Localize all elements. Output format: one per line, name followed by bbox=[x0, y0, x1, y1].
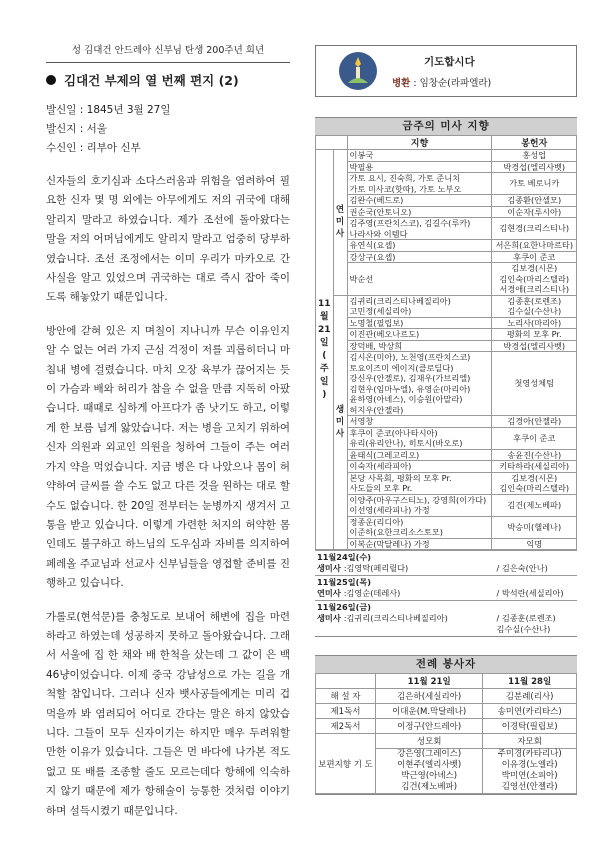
liturgy-servers bbox=[315, 655, 577, 795]
offerer: 박승미(헬레나) bbox=[492, 516, 577, 538]
intention: 윤태식(그레고리오) bbox=[347, 449, 492, 461]
weekday-mass: 11월24일(수) 생미사 : 김영탁(페리릴다) / 김은숙(안나) bbox=[315, 550, 577, 575]
mass-row bbox=[316, 161, 577, 173]
intention: 본당 사목회, 평화의 모후 Pr. 사도들의 모후 Pr. bbox=[347, 472, 492, 494]
liturgy-title: 전례 봉사자 bbox=[315, 656, 577, 673]
offerer: 익명 bbox=[492, 538, 577, 550]
mass-row bbox=[316, 329, 577, 341]
mass-row bbox=[316, 494, 577, 516]
offerer: 노리사(마리아) bbox=[492, 317, 577, 329]
intention: 김주영(프란치스코), 김길수(루카) 나라사와 이템다 bbox=[347, 218, 492, 240]
offerer: 가토 베로니카 bbox=[492, 173, 577, 195]
offerer: 평화의 모후 Pr. bbox=[492, 329, 577, 341]
right-panel bbox=[315, 45, 577, 795]
intention: 김귀리(크리스티나베질리아) 고민정(세실리아) bbox=[347, 295, 492, 317]
intention: 이숙자(세라피아) bbox=[347, 461, 492, 473]
recipient: 수신인 : 리부아 신부 bbox=[46, 142, 141, 154]
liturgy-row: 해 설 자 김은하(세실리아) 김분례(리사) bbox=[316, 689, 577, 704]
offerer: 김경아(안젤라) bbox=[492, 416, 577, 428]
offerer: 김현경(크리스티나) bbox=[492, 218, 577, 240]
mass-row bbox=[316, 472, 577, 494]
praying-candle-icon bbox=[338, 51, 378, 91]
bullet-icon bbox=[46, 75, 56, 85]
paragraph: 방안에 갇혀 있은 지 며칠이 지나니까 무슨 이유인지 알 수 없는 여러 가지 근심 걱정이 저를 괴롭히더니 마침내 병에 걸렸습니다. 마치 오장 육부가 끊어지는 듯이 가슴과 배와 허리가 참을 수 없을 만큼 지독히 아팠습니다. 때때로 심하게 아프다가 좀 낫기도 하고, 이렇게 한 보름 넘게 앓았습니다. 저는 병을 고치기 위하여 신자 의원과 외교인 의원을 청하여 그들이 주는 여러 가지 약을 먹었습니다. 지금 병은 다 나았으나 몸이 허약하여 글씨를 쓸 수도 없고 다른 것을 원하는 대로 할 수도 없습니다. 한 20일 전부터는 눈병까지 생겨서 고통을 받고 있습니다. 이렇게 가련한 처지의 허약한 몸인데도 불구하고 하느님의 도우심과 자비를 의지하여 페레올 주교님과 선교사 신부님들을 영접할 준비를 진행하고 있습니다. bbox=[46, 324, 290, 590]
send-place: 발신지 : 서울 bbox=[46, 123, 107, 135]
letter-title: 김대건 부제의 열 번째 편지 (2) bbox=[40, 71, 284, 89]
intention: 노명철(필립보) bbox=[347, 317, 492, 329]
weekday-offerer: / 김종훈(로렌조) 김수실(수산나) bbox=[496, 613, 556, 634]
weekday-date: 11월24일(수) bbox=[317, 552, 371, 562]
intention: 김시온(미아), 노천영(프란치스코) 토요이즈미 에이지(클로딜다) 강신우(안젤로), 김재우(가브리엘) 김현우(임마누엘), 유영순(마리아) 윤하영(아녜스), 이승원(아말라) 허지우(안젤라) bbox=[347, 352, 492, 416]
offerer: 김건(제노베파) bbox=[492, 494, 577, 516]
intention: 강상구(요셉) bbox=[347, 251, 492, 263]
intention: 이봉국 bbox=[347, 150, 492, 162]
prayer-line: 병환 : 임창순(라파엘라) bbox=[392, 77, 492, 89]
letter-meta bbox=[46, 101, 284, 158]
paragraph: 가롤로(현석문)를 충청도로 보내어 해변에 집을 마련하라고 하였는데 성공하지 못하고 돌아왔습니다. 그래서 서울에 집 한 채와 배 한척을 샀는데 그 값이 은 백 46냥이었습니다. 이제 중국 강남성으로 가는 길을 개척할 참입니다. 그러나 신자 뱃사공들에게는 미리 겁먹을까 봐 염려되어 어디로 간다는 말은 하지 않았습니다. 그들이 모두 신자이기는 하지만 매우 두려워할 만한 이유가 있습니다. 그들은 먼 바다에 나가본 적도 없고 또 배를 조종할 줄도 모르는데다 항해에 익숙하지 않기 때문에 제가 항해술이 능통한 것처럼 이야기하며 설득시켰기 때문입니다. bbox=[46, 610, 290, 817]
offerer: 키타하라(세실리아) bbox=[492, 461, 577, 473]
mass-row bbox=[316, 538, 577, 550]
offerer: 김종훈(로렌조) 김수실(수산나) bbox=[492, 295, 577, 317]
category-label: 생미사 bbox=[333, 295, 347, 550]
intention: 정종운(리디아) 이준하(요한크리소스토모) bbox=[347, 516, 492, 538]
mass-row bbox=[316, 251, 577, 263]
offerer: 박경섭(엘리사벳) bbox=[492, 340, 577, 352]
mass-row bbox=[316, 340, 577, 352]
mass-row bbox=[316, 295, 577, 317]
mass-row bbox=[316, 449, 577, 461]
mass-row bbox=[316, 195, 577, 207]
intention: 가토 요시, 진숙희, 가토 준니치 가토 미사코(핫따), 가토 노부오 bbox=[347, 173, 492, 195]
liturgy-row: 제1독서 이대운(M.막달레나) 송미연(카리타스) bbox=[316, 704, 577, 719]
weekday-intention: 김귀리(크리스티나베질리아) bbox=[346, 613, 448, 623]
weekday-intention: 김영순(데레사) bbox=[346, 588, 401, 598]
weekday-offerer: / 김은숙(안나) bbox=[496, 563, 548, 573]
weekday-mass: 11월26일(금) 생미사 : 김귀리(크리스티나베질리아) / 김종훈(로렌조) 김수실(수산나) bbox=[315, 600, 577, 636]
mass-row bbox=[316, 427, 577, 449]
mass-row bbox=[316, 416, 577, 428]
intention: 김완수(베드로) bbox=[347, 195, 492, 207]
weekday-date: 11월25일(목) bbox=[317, 577, 371, 587]
offerer: 김보경(시몬) 김인숙(마리스텔라) 서경애(크리스티나) bbox=[492, 263, 577, 296]
weekday-date: 11월26일(금) bbox=[317, 602, 371, 612]
intention: 이복순(막달레나) 가정 bbox=[347, 538, 492, 550]
mass-row bbox=[316, 240, 577, 252]
mass-intentions bbox=[315, 117, 577, 637]
weekday-mass: 11월25일(목) 연미사 : 김영순(데레사) / 박석란(세실리아) bbox=[315, 575, 577, 600]
mass-row bbox=[316, 317, 577, 329]
weekday-type: 생미사 bbox=[317, 613, 341, 623]
intention: 서영창 bbox=[347, 416, 492, 428]
mass-row bbox=[316, 263, 577, 296]
weekday-offerer: / 박석란(세실리아) bbox=[496, 588, 564, 598]
offerer: 후쿠이 준코 bbox=[492, 427, 577, 449]
offerer: 홍성업 bbox=[492, 150, 577, 162]
mass-row bbox=[316, 150, 577, 162]
intention: 후쿠이 준코(아나타시아) 유리(유리안나), 히토시(바오로) bbox=[347, 427, 492, 449]
letter-body bbox=[46, 172, 290, 821]
offerer: 김종환(안셀모) bbox=[492, 195, 577, 207]
intention: 권순국(안토니오) bbox=[347, 206, 492, 218]
weekday-intention: 김영탁(페리릴다) bbox=[346, 563, 409, 573]
liturgy-table: 11월 21일 11월 28일 해 설 자 김은하(세실리아) 김분례(리사) 제1독서 이대운(M.막달레나) 송미연(카리타스) 제2독서 이정구(안드레아) 이경탁(필립보) 보편지향 기 도 성모회 자모회 강은영(그레이스) 이현주(엘리사벳) 박근영(아녜스) 김건(제노베파) 주미경(카타리나) 이유경(노엘라) 박미연(소피아) 김영선(안젤라) bbox=[315, 673, 577, 794]
offerer: 김보경(시몬) 김인숙(마리스텔라) bbox=[492, 472, 577, 494]
intention: 이양주(마우구스티노), 강영희(이가다) 이선영(세라피나) 가정 bbox=[347, 494, 492, 516]
weekday-type: 연미사 bbox=[317, 588, 341, 598]
mass-row bbox=[316, 206, 577, 218]
send-date: 발신일 : 1845년 3월 27일 bbox=[46, 104, 171, 116]
weekday-masses bbox=[315, 550, 577, 636]
offerer: 서은희(요한나마르타) bbox=[492, 240, 577, 252]
offerer: 박경섭(엘리사벳) bbox=[492, 161, 577, 173]
mass-row bbox=[316, 461, 577, 473]
weekday-type: 생미사 bbox=[317, 563, 341, 573]
mass-row bbox=[316, 352, 577, 416]
intention: 이진관(베오나르도) bbox=[347, 329, 492, 341]
intention: 유연식(요셉) bbox=[347, 240, 492, 252]
paragraph: 신자들의 호기심과 소다스러움과 위험을 염려하여 필요한 신자 몇 명 외에는 아무에게도 저의 귀국에 대해 알리지 말라고 하였습니다. 제가 조선에 돌아왔다는 말을 저의 어머님에게도 알리지 말라고 엄중히 당부하였습니다. 조선 조정에서는 이미 우리가 마카오로 간 사실을 알고 있었으며 귀국하는 대로 즉시 잡아 죽이도록 해놓았기 때문입니다. bbox=[46, 175, 290, 304]
prayer-box bbox=[315, 45, 577, 97]
day-label: 11월 21일 ( 주일 ) bbox=[316, 150, 334, 550]
category-label: 연미사 bbox=[333, 150, 347, 296]
left-panel bbox=[40, 42, 290, 821]
intention: 장덕배, 박상희 bbox=[347, 340, 492, 352]
liturgy-row: 제2독서 이정구(안드레아) 이경탁(필립보) bbox=[316, 719, 577, 734]
mass-row bbox=[316, 173, 577, 195]
jubilee-header: 성 김대건 안드레아 신부님 탄생 200주년 희년 bbox=[46, 42, 290, 63]
offerer: 송윤진(수산나) bbox=[492, 449, 577, 461]
mass-row bbox=[316, 218, 577, 240]
mass-row bbox=[316, 516, 577, 538]
prayer-title: 기도합시다 bbox=[424, 55, 475, 68]
intention: 박순선 bbox=[347, 263, 492, 296]
offerer: 이순자(루시아) bbox=[492, 206, 577, 218]
mass-title: 금주의 미사 지향 bbox=[315, 118, 577, 135]
offerer: 첫영성체팀 bbox=[492, 352, 577, 416]
offerer: 후쿠이 준코 bbox=[492, 251, 577, 263]
mass-table: 지향 봉헌자 11월 21일 ( 주일 ) 연미사 이봉국 홍성업 박필용 박경섭(엘리사벳) 가토 요시, 진숙희, 가토 준니치 가토 미사코(핫따), 가토 노부오 가토 베로니카 김완수(베드로) 김종환(안셀모) 권순국(안토니오) 이순자(루시아) 김주영(프란치스코), 김길수(루카) 나라사와 이템다 김현경(크리스티나) 유연식(요셉) 서은희(요한나마르타) 강상구(요셉) 후쿠이 준코 박순선 김보경(시몬) 김인숙(마리스텔라) 서경애(크리스티나) 생미사 김귀리(크리스티나베질리아) 고민정(세실리아) 김종훈(로렌조) 김수실(수산나) 노명철(필립보) 노리사(마리아) 이진관(베오나르도) 평화의 모후 Pr. 장덕배, 박상희 박경섭(엘리사벳) 김시온(미아), 노천영(프란치스코) 토요이즈미 에이지(클로딜다) 강신우(안젤로), 김재우(가브리엘) 김현우(임마누엘), 유영순(마리아) 윤하영(아녜스), 이승원(아말라) 허지우(안젤라) 첫영성체팀 서영창 김경아(안젤라) 후쿠이 준코(아나타시아) 유리(유리안나), 히토시(바오로) 후쿠이 준코 윤태식(그레고리오) 송윤진(수산나) 이숙자(세라피아) 키타하라(세실리아) 본당 사목회, 평화의 모후 Pr. 사도들의 모후 Pr. 김보경(시몬) 김인숙(마리스텔라) 이양주(마우구스티노), 강영희(이가다) 이선영(세라피나) 가정 김건(제노베파) 정종운(리디아) 이준하(요한크리소스토모) 박승미(헬레나) 이복순(막달레나) 가정 익명 bbox=[315, 135, 577, 550]
intention: 박필용 bbox=[347, 161, 492, 173]
